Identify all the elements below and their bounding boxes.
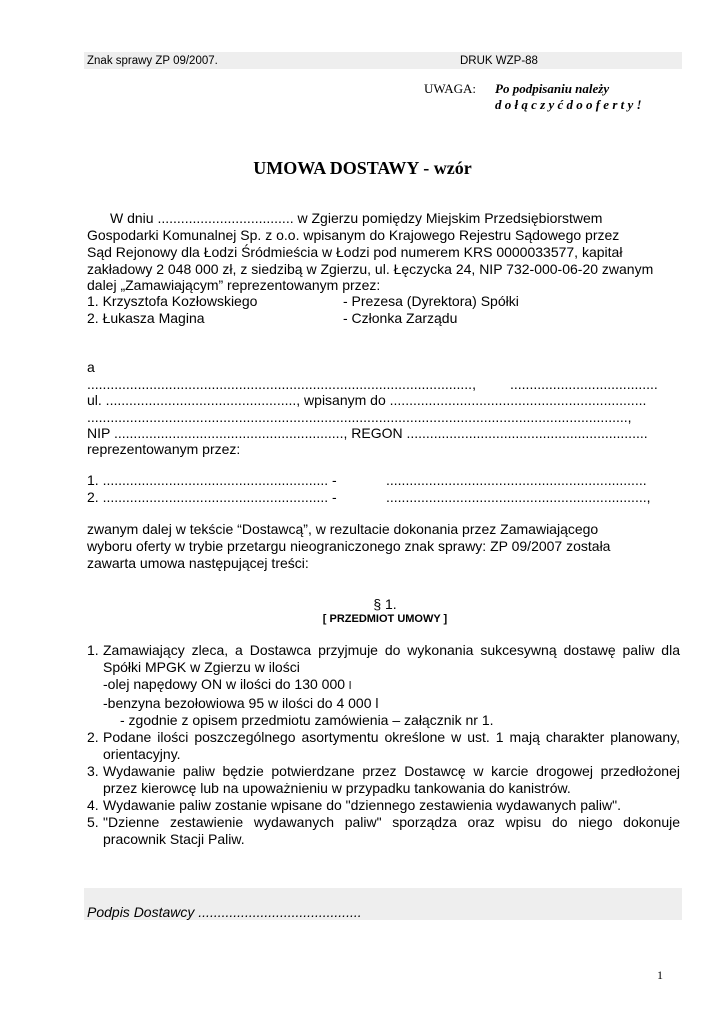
representative-2-name: 2. Łukasza Magina xyxy=(87,310,205,326)
section-number: § 1. xyxy=(373,596,397,612)
named-line-3: zawarta umowa następującej treści: xyxy=(87,555,309,571)
item-text: Podane ilości poszczególnego asortymentu określone w ust. 1 mają charakter planowany, orientacyjny. xyxy=(103,729,680,762)
section-heading: [ PRZEDMIOT UMOWY ] xyxy=(322,613,448,625)
contractor-rep-1-role-blank: ................................................................... xyxy=(386,472,647,488)
item-sub-reference: - zgodnie z opisem przedmiotu zamówienia – załącznik nr 1. xyxy=(120,712,494,728)
contractor-street-line: ul. ................................................., wpisanym do .................................................................. xyxy=(87,392,647,408)
contractor-name-blank: ..................................................................................................., xyxy=(87,376,476,392)
named-line-2: wyboru oferty w trybie przetargu nieograniczonego znak sprawy: ZP 09/2007 została xyxy=(87,538,611,554)
intro-line-3: Sąd Rejonowy dla Łodzi Śródmieścia w Łodzi pod numerem KRS 0000033577, kapitał xyxy=(87,244,623,260)
intro-line-5: dalej „Zamawiającym” reprezentowanym przez: xyxy=(87,277,381,293)
diesel-amount: -olej napędowy ON w ilości do 130 000 xyxy=(103,676,346,692)
list-item xyxy=(87,642,680,729)
intro-line-1: W dniu ................................... w Zgierzu pomiędzy Miejskim Przedsiębiorstwem xyxy=(110,210,603,226)
item-sub-petrol: -benzyna bezołowiowa 95 w ilości do 4 000 l xyxy=(103,695,379,711)
list-item xyxy=(87,729,680,763)
list-item xyxy=(87,763,680,797)
item-text: Zamawiający zleca, a Dostawca przyjmuje do wykonania sukcesywną dostawę paliw dla Spółki MPGK w Zgierzu w ilości xyxy=(103,642,680,675)
contractor-a: a xyxy=(87,359,95,375)
item-sub-diesel xyxy=(103,676,680,695)
item-number: 2. xyxy=(87,729,99,745)
representative-2-role: - Członka Zarządu xyxy=(343,310,458,326)
case-number: Znak sprawy ZP 09/2007. xyxy=(87,55,218,67)
item-number: 1. xyxy=(87,642,99,658)
signature-bar-top xyxy=(84,888,682,904)
contractor-represented-by: reprezentowanym przez: xyxy=(87,441,241,457)
representative-1-role: - Prezesa (Dyrektora) Spółki xyxy=(343,293,519,309)
named-line-1: zwanym dalej w tekście “Dostawcą”, w rezultacie dokonania przez Zamawiającego xyxy=(87,521,599,537)
item-text: Wydawanie paliw zostanie wpisane do "dziennego zestawienia wydawanych paliw". xyxy=(103,797,621,813)
notice-label: UWAGA: xyxy=(424,81,476,96)
supplier-signature-line: Podpis Dostawcy .......................................... xyxy=(87,904,362,920)
page-number: 1 xyxy=(657,968,663,982)
contract-items-list xyxy=(87,642,680,848)
item-number: 4. xyxy=(87,797,99,813)
contractor-rep-1-blank: 1. .......................................................... - xyxy=(87,472,337,488)
contractor-city-blank: ...................................... xyxy=(510,376,658,392)
intro-line-4: zakładowy 2 048 000 zł, z siedzibą w Zgierzu, ul. Łęczycka 24, NIP 732-000-06-20 zwanym xyxy=(87,261,654,277)
intro-line-2: Gospodarki Komunalnej Sp. z o.o. wpisanym do Krajowego Rejestru Sądowego przez xyxy=(87,227,620,243)
notice-line1: Po podpisaniu należy xyxy=(495,81,610,96)
contractor-rep-2-role-blank: ..................................................................., xyxy=(386,489,651,505)
contractor-register-line: ..........................................................................................................................................., xyxy=(87,409,632,425)
diesel-unit: l xyxy=(348,680,352,692)
item-text: Wydawanie paliw będzie potwierdzane przez Dostawcę w karcie drogowej przedłożonej przez kierowcę lub na upoważnieniu w przypadku tankowania do kanistrów. xyxy=(103,763,680,796)
contractor-nip-regon-line: NIP ..........................................................., REGON .............................................................. xyxy=(87,425,648,441)
item-text: "Dzienne zestawienie wydawanych paliw" sporządza oraz wpisu do niego dokonuje pracownik Stacji Paliw. xyxy=(103,814,680,847)
contractor-rep-2-blank: 2. .......................................................... - xyxy=(87,489,337,505)
document-title: UMOWA DOSTAWY - wzór xyxy=(253,158,472,178)
list-item xyxy=(87,814,680,848)
item-number: 5. xyxy=(87,814,99,830)
item-number: 3. xyxy=(87,763,99,779)
notice-line2: d o ł ą c z y ć d o o f e r t y ! xyxy=(495,97,642,112)
form-code: DRUK WZP-88 xyxy=(460,55,538,67)
representative-1-name: 1. Krzysztofa Kozłowskiego xyxy=(87,293,258,309)
list-item xyxy=(87,797,680,814)
